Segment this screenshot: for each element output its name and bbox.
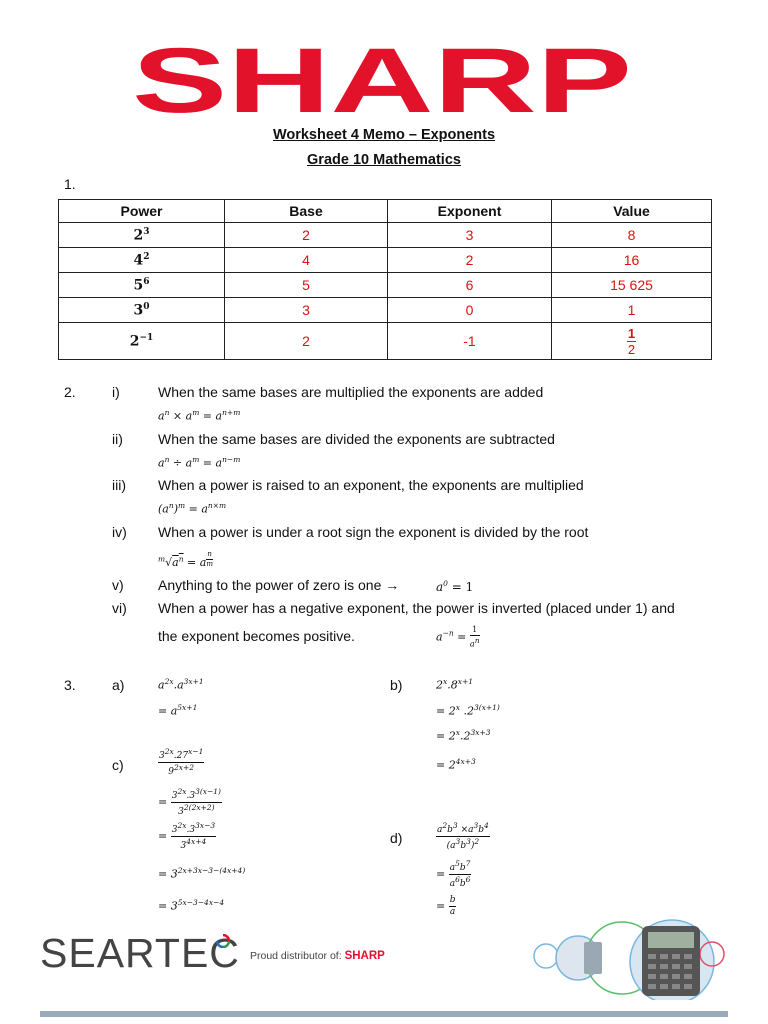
part-a-label: a) — [112, 677, 125, 693]
part-b-label: b) — [390, 677, 403, 693]
part-b-line-2: = $2^x$ $.2^{3(x+1)}$ — [436, 703, 500, 718]
rule-formula-quotient: $a^n \div a^m = a^{n-m}$ — [158, 455, 241, 470]
base-cell: 2 — [225, 223, 388, 248]
rule-text: Anything to the power of zero is one → — [158, 577, 400, 593]
rule-label: v) — [112, 577, 124, 593]
exponent-cell: 2 — [388, 248, 552, 273]
value-cell: 15 625 — [552, 273, 712, 298]
power-cell: $2^3$ — [59, 223, 225, 248]
rule-text: When a power has a negative exponent, the power is inverted (placed under 1) and — [158, 600, 675, 616]
footer-tagline — [250, 950, 385, 962]
exponent-cell: 0 — [388, 298, 552, 323]
part-a-line-2: = $a^{5x+1}$ — [158, 703, 198, 718]
part-c-line-2: = $\frac{3^{2x}.3^{3(x-1)}}{3^{2(2x+2)}}$ — [158, 787, 221, 817]
rule-label: iv) — [112, 524, 127, 540]
calculator-graphic — [530, 918, 730, 1003]
sharp-logo — [130, 42, 635, 118]
worksheet-title: Worksheet 4 Memo – Exponents — [272, 127, 496, 143]
power-cell: $4^2$ — [59, 248, 225, 273]
part-b-line-4: = $2^{4x+3}$ — [436, 757, 476, 772]
part-c-line-3: = $\frac{3^{2x}.3^{3x-3}}{3^{4x+4}}$ — [158, 821, 216, 851]
value-cell: 16 — [552, 248, 712, 273]
header-exponent: Exponent — [388, 200, 552, 223]
part-c-line-5: = $3^{5x-3-4x-4}$ — [158, 898, 225, 913]
header-base: Base — [225, 200, 388, 223]
table-row — [59, 298, 712, 323]
part-c-line-4: = $3^{2x+3x-3-(4x+4)}$ — [158, 866, 246, 881]
base-cell: 4 — [225, 248, 388, 273]
table-row — [59, 273, 712, 298]
rule-label: i) — [112, 384, 120, 400]
question-1-number: 1. — [64, 176, 76, 192]
exponent-cell: 3 — [388, 223, 552, 248]
header-power: Power — [59, 200, 225, 223]
rule-label: iii) — [112, 477, 126, 493]
tagline-text: Proud distributor of: — [250, 950, 342, 962]
value-cell: 1 — [552, 298, 712, 323]
rule-label: vi) — [112, 600, 127, 616]
table-row — [59, 223, 712, 248]
power-cell: $2^{-1}$ — [59, 323, 225, 360]
rule-formula-negative: $a^{-n}$ = $\frac{1}{a^n}$ — [436, 625, 480, 649]
value-cell: $\frac{1}{2}$ — [552, 323, 712, 360]
exponent-cell: 6 — [388, 273, 552, 298]
part-c-line-1: $\frac{3^{2x}.27^{x-1}}{9^{2x+2}}$ — [159, 747, 204, 777]
base-cell: 3 — [225, 298, 388, 323]
footer-divider — [40, 1011, 728, 1017]
value-cell: 8 — [552, 223, 712, 248]
base-cell: 2 — [225, 323, 388, 360]
exponent-cell: -1 — [388, 323, 552, 360]
power-cell: $3^0$ — [59, 298, 225, 323]
sharp-logo-text: SHARP — [132, 42, 632, 118]
rule-text: When the same bases are multiplied the exponents are added — [158, 384, 544, 400]
powers-table — [58, 199, 712, 360]
part-d-line-2: = $\frac{a^5b^7}{a^6b^6}$ — [436, 859, 471, 889]
part-d-line-3: = $\frac{b}{a}$ — [436, 895, 456, 917]
header-value: Value — [552, 200, 712, 223]
part-d-line-1: $\frac{a^2b^3 \times a^3b^4}{(a^3b^3)^2}$ — [437, 821, 489, 851]
part-a-line-1: $a^{2x}.a^{3x+1}$ — [158, 677, 204, 692]
power-cell: $5^6$ — [59, 273, 225, 298]
rule-text: When a power is raised to an exponent, the exponents are multiplied — [158, 477, 584, 493]
seartec-logo-text: SEARTEC — [40, 930, 240, 976]
table-header-row — [59, 200, 712, 223]
table-row — [59, 248, 712, 273]
rule-text: When a power is under a root sign the exponent is divided by the root — [158, 524, 589, 540]
rule-formula-zero: $a^0 = 1$ — [436, 579, 474, 594]
question-2-number: 2. — [64, 384, 76, 400]
rule-text: When the same bases are divided the exponents are subtracted — [158, 431, 555, 447]
rule-formula-power: $(a^n)^m = a^{n\times m}$ — [158, 501, 227, 516]
rule-formula-product: $a^n \times a^m = a^{n+m}$ — [158, 408, 241, 423]
part-d-label: d) — [390, 830, 403, 846]
table-row — [59, 323, 712, 360]
rule-formula-root: $^m√a^n = a$ $^{\frac{n}{m}}$ — [158, 550, 213, 570]
rule-text-continued: the exponent becomes positive. — [158, 628, 355, 644]
rule-label: ii) — [112, 431, 123, 447]
part-b-line-1: $2^x.8^{x+1}$ — [436, 677, 474, 692]
part-b-line-3: = $2^x.2^{3x+3}$ — [436, 728, 491, 743]
seartec-logo-mark — [216, 934, 230, 951]
base-cell: 5 — [225, 273, 388, 298]
question-3-number: 3. — [64, 677, 76, 693]
worksheet-subtitle: Grade 10 Mathematics — [307, 152, 461, 168]
part-c-label: c) — [112, 757, 124, 773]
tagline-brand: SHARP — [344, 950, 385, 962]
